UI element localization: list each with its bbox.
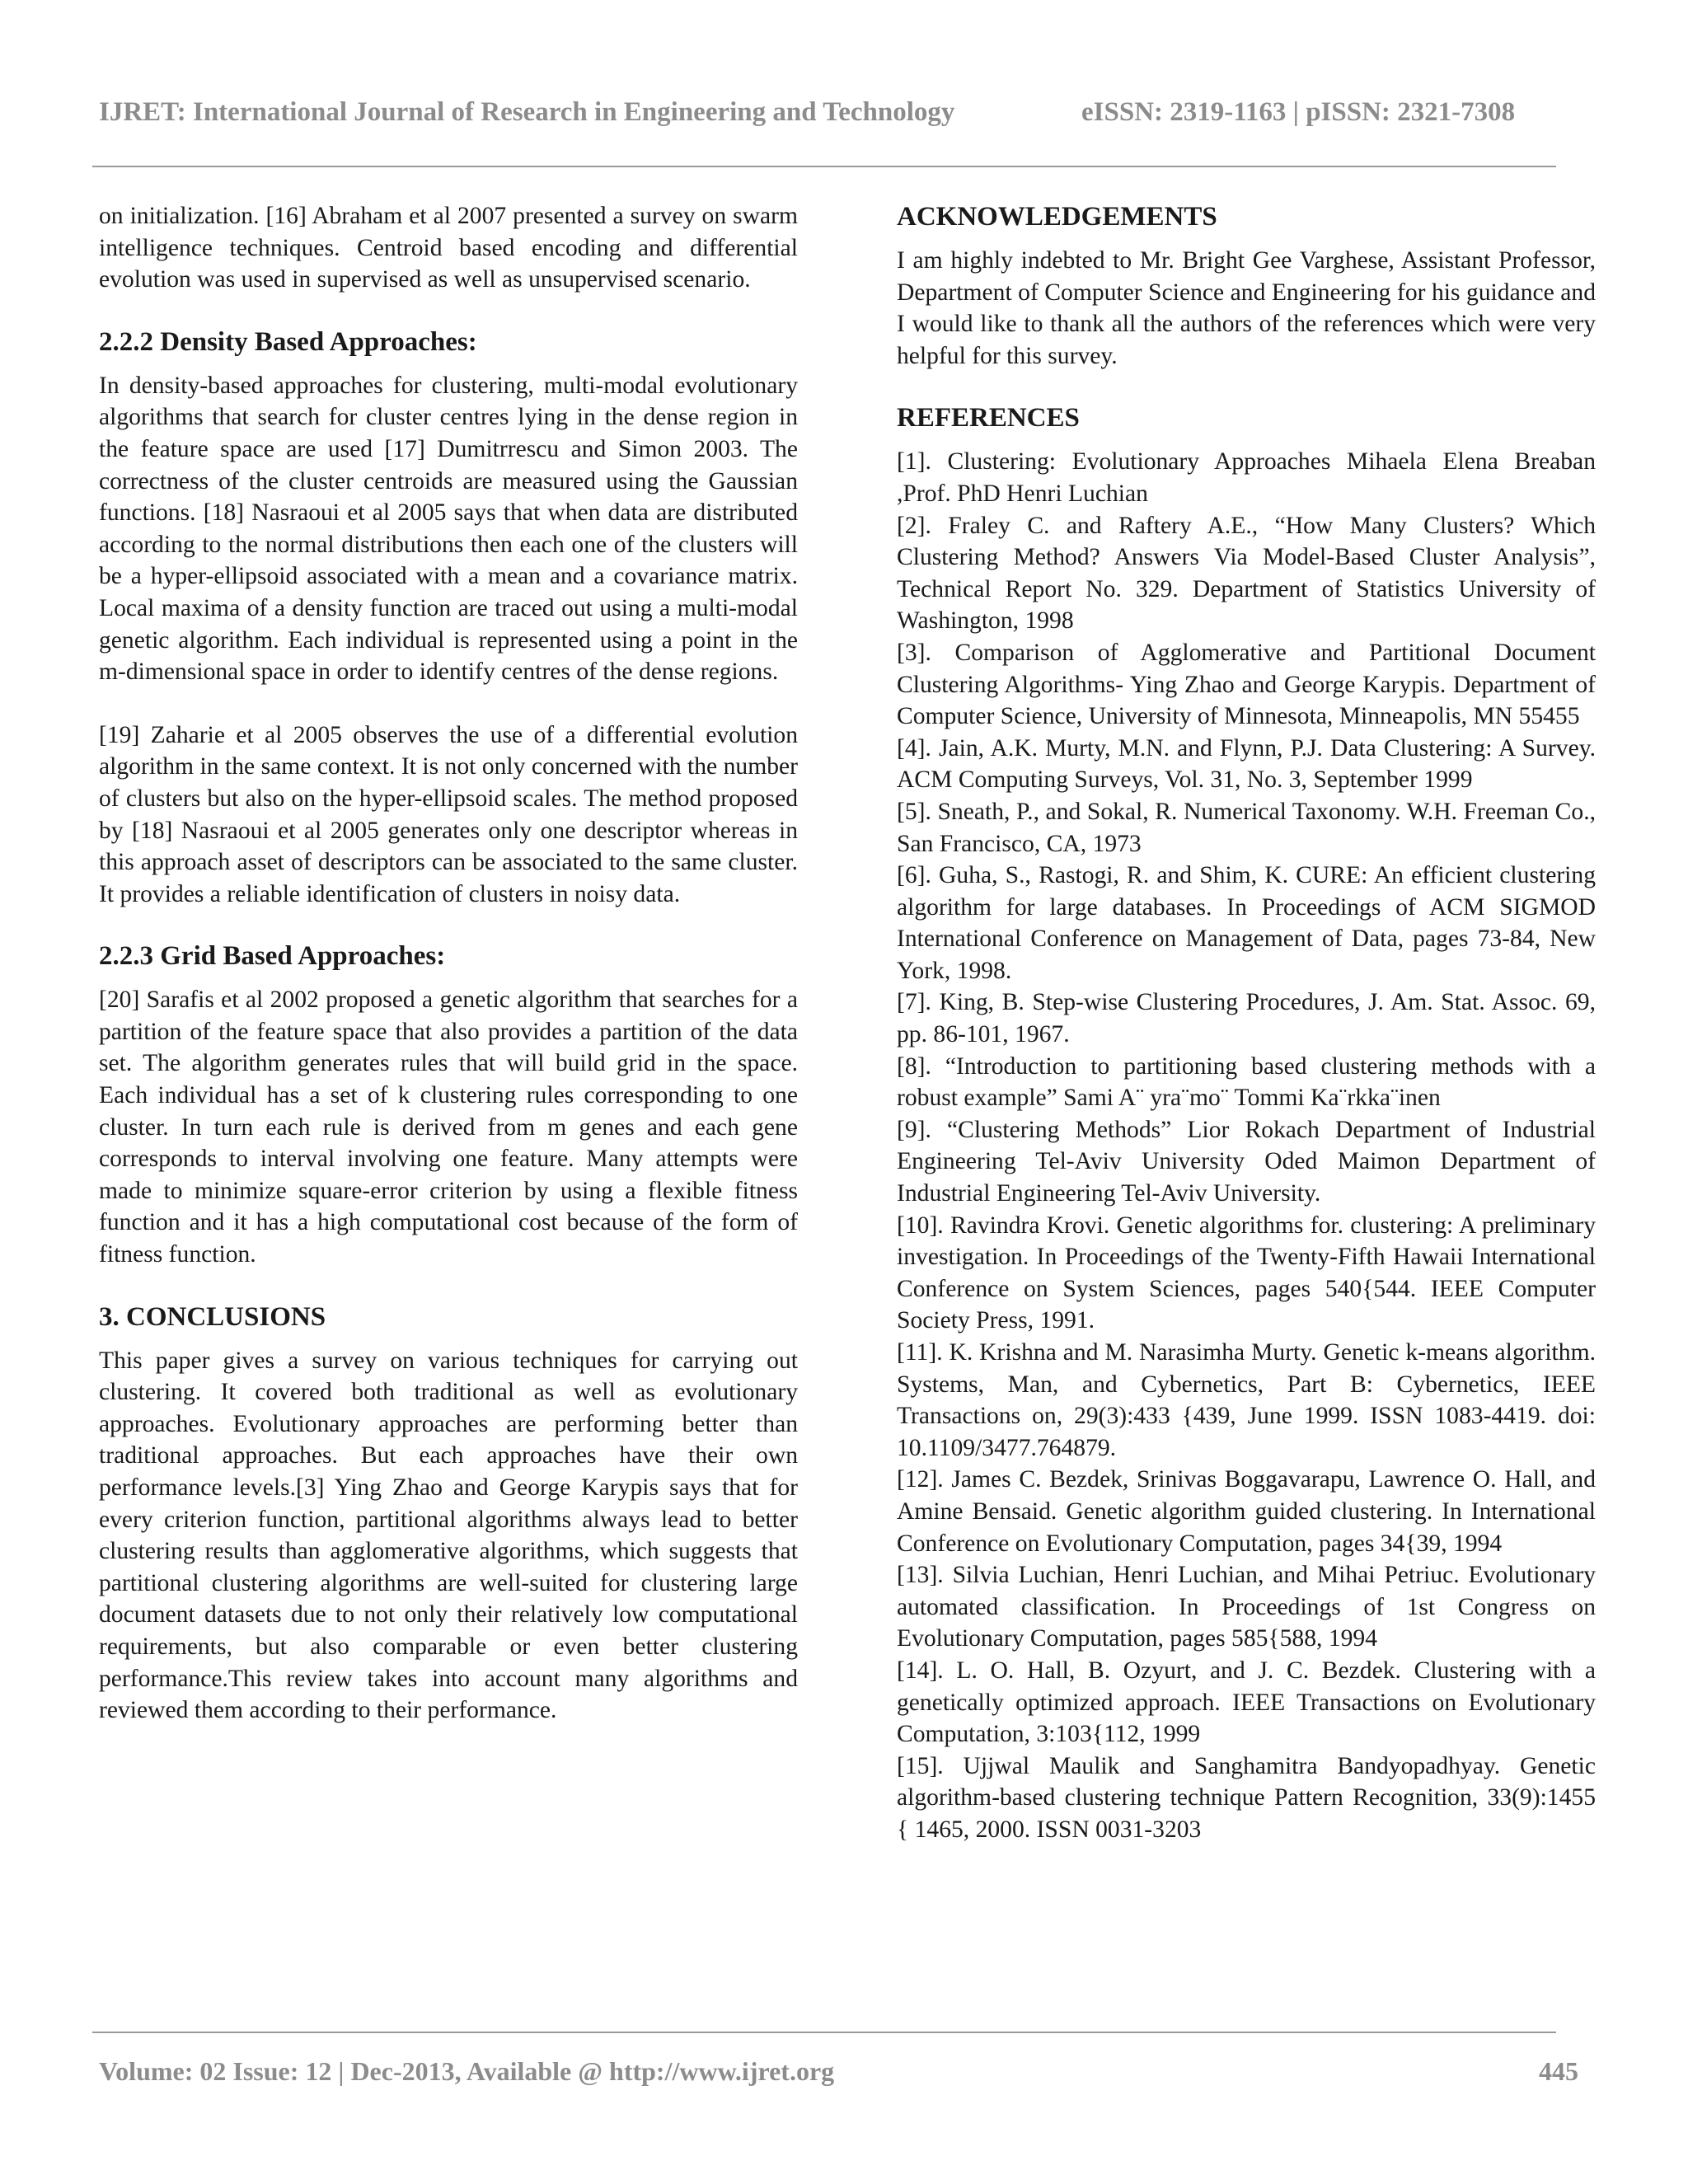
reference-item: [5]. Sneath, P., and Sokal, R. Numerical Taxonomy. W.H. Freeman Co., San Francisco, CA, 1973 [897,798,1596,857]
page-number: 445 [1539,2056,1578,2086]
reference-item: [8]. “Introduction to partitioning based clustering methods with a robust example” Sami A¨ yra¨mo¨ Tommi Ka¨rkka¨inen [897,1052,1596,1112]
intro-paragraph: on initialization. [16] Abraham et al 2007 presented a survey on swarm intelligence techniques. Centroid based encoding and differential evolution was used in supervised as well as unsupervised scenario. [99,203,798,293]
references-list [897,446,1596,1845]
section-heading-density: 2.2.2 Density Based Approaches: [99,326,477,357]
reference-item: [6]. Guha, S., Rastogi, R. and Shim, K. CURE: An efficient clustering algorithm for large databases. In Proceedings of ACM SIGMOD International Conference on Management of Data, pages 73-84, New York, 1998. [897,862,1596,984]
acknowledgements-heading: ACKNOWLEDGEMENTS [897,202,1217,232]
right-column [897,200,1596,1846]
reference-item: [2]. Fraley C. and Raftery A.E., “How Many Clusters? Which Clustering Method? Answers Via Model-Based Cluster Analysis”, Technical Report No. 329. Department of Statistics University of Washington, 1998 [897,512,1596,635]
reference-item: [4]. Jain, A.K. Murty, M.N. and Flynn, P.J. Data Clustering: A Survey. ACM Computing Surveys, Vol. 31, No. 3, September 1999 [897,734,1596,794]
left-column [99,200,798,1727]
acknowledgements-paragraph: I am highly indebted to Mr. Bright Gee Varghese, Assistant Professor, Department of Computer Science and Engineering for his guidance and I would like to thank all the authors of the references which were very helpful for this survey. [897,247,1596,369]
volume-info: Volume: 02 Issue: 12 | Dec-2013, Available @ http://www.ijret.org [99,2056,835,2086]
density-paragraph-1: In density-based approaches for clustering, multi-modal evolutionary algorithms that search for cluster centres lying in the dense region in the feature space are used [17] Dumitrrescu and Simon 2003. The correctness of the cluster centroids are measured using the Gaussian functions. [18] Nasraoui et al 2005 says that when data are distributed according to the normal distributions then each one of the clusters will be a hyper-ellipsoid associated with a mean and a covariance matrix. Local maxima of a density function are traced out using a multi-modal genetic algorithm. Each individual is represented using a point in the m-dimensional space in order to identify centres of the dense regions. [99,372,798,686]
grid-paragraph: [20] Sarafis et al 2002 proposed a genetic algorithm that searches for a partition of the feature space that also provides a partition of the data set. The algorithm generates rules that will build grid in the space. Each individual has a set of k clustering rules corresponding to one cluster. In turn each rule is derived from m genes and each gene corresponds to interval involving one feature. Many attempts were made to minimize square-error criterion by using a flexible fitness function and it has a high computational cost because of the form of fitness function. [99,987,798,1268]
reference-item: [11]. K. Krishna and M. Narasimha Murty. Genetic k-means algorithm. Systems, Man, and Cybernetics, Part B: Cybernetics, IEEE Transactions on, 29(3):433 {439, June 1999. ISSN 1083-4419. doi: 10.1109/3477.764879. [897,1339,1596,1461]
reference-item: [1]. Clustering: Evolutionary Approaches Mihaela Elena Breaban ,Prof. PhD Henri Luchian [897,448,1596,507]
reference-item: [10]. Ravindra Krovi. Genetic algorithms for. clustering: A preliminary investigation. In Proceedings of the Twenty-Fifth Hawaii International Conference on System Sciences, pages 540{544. IEEE Computer Society Press, 1991. [897,1212,1596,1334]
section-heading-conclusions: 3. CONCLUSIONS [99,1301,326,1332]
header-divider [92,166,1556,167]
reference-item: [14]. L. O. Hall, B. Ozyurt, and J. C. Bezdek. Clustering with a genetically optimized approach. IEEE Transactions on Evolutionary Computation, 3:103{112, 1999 [897,1657,1596,1748]
reference-item: [15]. Ujjwal Maulik and Sanghamitra Bandyopadhyay. Genetic algorithm-based clustering technique Pattern Recognition, 33(9):1455 { 1465, 2000. ISSN 0031-3203 [897,1752,1596,1843]
section-heading-grid: 2.2.3 Grid Based Approaches: [99,941,446,972]
reference-item: [3]. Comparison of Agglomerative and Partitional Document Clustering Algorithms- Ying Zhao and George Karypis. Department of Computer Science, University of Minnesota, Minneapolis, MN 55455 [897,639,1596,730]
reference-item: [13]. Silvia Luchian, Henri Luchian, and Mihai Petriuc. Evolutionary automated classification. In Proceedings of 1st Congress on Evolutionary Computation, pages 585{588, 1994 [897,1562,1596,1652]
reference-item: [7]. King, B. Step-wise Clustering Procedures, J. Am. Stat. Assoc. 69, pp. 86-101, 1967. [897,989,1596,1048]
density-paragraph-2: [19] Zaharie et al 2005 observes the use of a differential evolution algorithm in the same context. It is not only concerned with the number of clusters but also on the hyper-ellipsoid scales. The method proposed by [18] Nasraoui et al 2005 generates only one descriptor whereas in this approach asset of descriptors can be associated to the same cluster. It provides a reliable identification of clusters in noisy data. [99,721,798,907]
page-footer [99,2056,1589,2087]
reference-item: [12]. James C. Bezdek, Srinivas Boggavarapu, Lawrence O. Hall, and Amine Bensaid. Genetic algorithm guided clustering. In International Conference on Evolutionary Computation, pages 34{39, 1994 [897,1466,1596,1557]
references-heading: REFERENCES [897,403,1080,434]
conclusions-paragraph: This paper gives a survey on various techniques for carrying out clustering. It covered both traditional as well as evolutionary approaches. Evolutionary approaches are performing better than traditional approaches. But each approaches have their own performance levels.[3] Ying Zhao and George Karypis says that for every criterion function, partitional algorithms always lead to better clustering results than agglomerative algorithms, which suggests that partitional clustering algorithms are well-suited for clustering large document datasets due to not only their relatively low computational requirements, but also comparable or even better clustering performance.This review takes into account many algorithms and reviewed them according to their performance. [99,1347,798,1724]
footer-divider [92,2032,1556,2033]
journal-title: IJRET: International Journal of Research in Engineering and Technology [99,97,955,127]
issn-info: eISSN: 2319-1163 | pISSN: 2321-7308 [1081,97,1516,127]
running-header [99,97,1550,128]
reference-item: [9]. “Clustering Methods” Lior Rokach Department of Industrial Engineering Tel-Aviv University Oded Maimon Department of Industrial Engineering Tel-Aviv University. [897,1116,1596,1207]
